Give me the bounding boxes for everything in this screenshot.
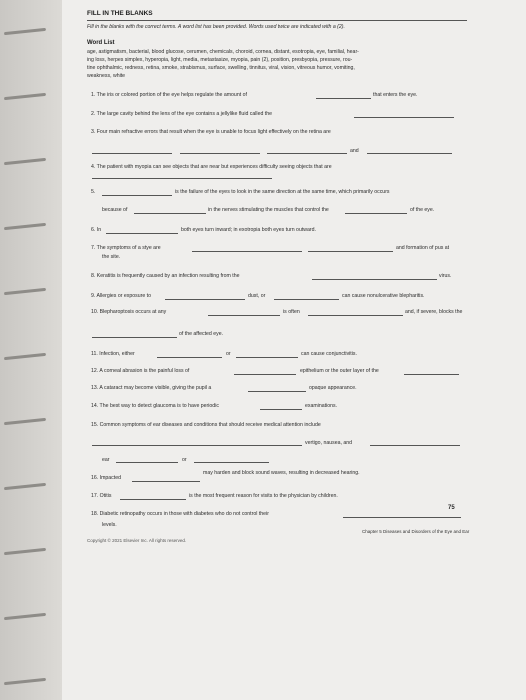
answer-blank: [208, 315, 280, 316]
question-16-text: 16. Impacted: [91, 475, 121, 481]
answer-blank: [367, 153, 452, 154]
answer-blank: [180, 153, 260, 154]
answer-blank: [234, 374, 296, 375]
answer-blank: [312, 279, 437, 280]
section-title: FILL IN THE BLANKS: [87, 10, 153, 17]
binder-ring: [4, 483, 46, 490]
answer-blank: [165, 299, 245, 300]
question-3-text: 3. Four main refractive errors that result when the eye is unable to focus light effectively on the retina are: [91, 129, 331, 135]
question-6-text: 6. In: [91, 227, 102, 233]
question-10-text: is often: [283, 309, 300, 315]
answer-blank: [354, 117, 454, 118]
page-number: 75: [448, 505, 455, 511]
question-17-text-end: is the most frequent reason for visits to the physician by children.: [189, 493, 338, 499]
answer-blank: [308, 315, 403, 316]
answer-blank: [157, 357, 222, 358]
question-12-text: epithelium or the outer layer of the: [300, 368, 379, 374]
question-15-text: or: [182, 457, 187, 463]
answer-blank: [92, 337, 177, 338]
word-list-line: age, astigmatism, bacterial, blood glucose, cerumen, chemicals, choroid, cornea, distant, esotropia, eye, familial, hear-: [87, 49, 359, 55]
question-5-text: because of: [102, 207, 128, 213]
answer-blank: [106, 233, 178, 234]
word-list-line: weakness, white: [87, 73, 126, 79]
question-11-text: 11. Infection, either: [91, 351, 135, 357]
word-list-line: ing loss, herpes simplex, hyperopia, light, media, metastasize, myopia, pain (2), position, presbyopia, pressure, rou-: [87, 57, 353, 63]
word-list-line: tine ophthalmic, redness, retina, smoke, strabismus, surface, swelling, tinnitus, viral, vision, vitreous humor, vomiting,: [87, 65, 355, 71]
answer-blank: [102, 195, 172, 196]
answer-blank: [236, 357, 298, 358]
question-7-text: and formation of pus at: [396, 245, 450, 251]
binder-ring: [4, 353, 46, 360]
answer-blank: [260, 409, 302, 410]
question-5-text-end: of the eye.: [410, 207, 435, 213]
question-10-text: 10. Blepharoptosis occurs at any: [91, 309, 167, 315]
question-9-text-end: can cause nonulcerative blepharitis.: [342, 293, 425, 299]
question-5-number: 5.: [91, 189, 96, 195]
question-10-text-end: of the affected eye.: [179, 331, 224, 337]
answer-blank: [267, 153, 347, 154]
question-1-text-end: that enters the eye.: [373, 92, 418, 98]
binder-ring: [4, 613, 46, 620]
answer-blank: [316, 98, 371, 99]
answer-blank: [345, 213, 407, 214]
binder-ring: [4, 28, 46, 35]
question-9-text: 9. Allergies or exposure to: [91, 293, 151, 299]
question-2-text: 2. The large cavity behind the lens of the eye contains a jellylike fluid called the: [91, 111, 272, 117]
answer-blank: [92, 153, 172, 154]
answer-blank: [120, 499, 186, 500]
binder-ring: [4, 678, 46, 685]
answer-blank: [192, 251, 302, 252]
binder-ring: [4, 288, 46, 295]
question-9-text: dust, or: [248, 293, 266, 299]
question-5-text: in the nerves stimulating the muscles that control the: [208, 207, 329, 213]
answer-blank: [134, 213, 206, 214]
answer-blank: [132, 481, 200, 482]
question-15-text: 15. Common symptoms of ear diseases and conditions that should receive medical attention include: [91, 422, 321, 428]
question-10-text: and, if severe, blocks the: [405, 309, 463, 315]
answer-blank: [308, 251, 393, 252]
question-6-text-end: both eyes turn inward; in exotropia both eyes turn outward.: [181, 227, 316, 233]
question-13-text-end: opaque appearance.: [309, 385, 357, 391]
question-8-text: 8. Keratitis is frequently caused by an infection resulting from the: [91, 273, 240, 279]
answer-blank: [116, 462, 178, 463]
question-18-text: 18. Diabetic retinopathy occurs in those with diabetes who do not control their: [91, 511, 269, 517]
answer-blank: [248, 391, 306, 392]
answer-blank: [370, 445, 460, 446]
question-7-text: 7. The symptoms of a stye are: [91, 245, 161, 251]
question-1-text: 1. The iris or colored portion of the eye helps regulate the amount of: [91, 92, 247, 98]
answer-blank: [92, 178, 272, 179]
question-17-text: 17. Otitis: [91, 493, 112, 499]
question-8-text-end: virus.: [439, 273, 452, 279]
question-7-text-end: the site.: [102, 254, 121, 260]
answer-blank: [404, 374, 459, 375]
answer-blank: [274, 299, 339, 300]
binder-ring: [4, 93, 46, 100]
question-14-text: 14. The best way to detect glaucoma is to have periodic: [91, 403, 219, 409]
answer-blank: [92, 445, 302, 446]
question-16-text-end: may harden and block sound waves, resulting in decreased hearing.: [203, 470, 360, 476]
answer-blank: [343, 517, 461, 518]
question-4-text: 4. The patient with myopia can see objects that are near but experiences difficulty seeing objects that are: [91, 164, 332, 170]
copyright: Copyright © 2021 Elsevier Inc. All rights reserved.: [87, 538, 187, 543]
question-5-text: is the failure of the eyes to look in the same direction at the same time, which primarily occurs: [175, 189, 390, 195]
binder-ring: [4, 548, 46, 555]
question-11-text: or: [226, 351, 231, 357]
question-18-text-end: levels.: [102, 522, 117, 528]
question-12-text: 12. A corneal abrasion is the painful loss of: [91, 368, 190, 374]
question-13-text: 13. A cataract may become visible, giving the pupil a: [91, 385, 212, 391]
question-15-text: ear: [102, 457, 110, 463]
question-15-text: vertigo, nausea, and: [305, 440, 353, 446]
workbook-page: [62, 0, 526, 700]
binder-ring: [4, 223, 46, 230]
word-list-title: Word List: [87, 40, 115, 46]
binder-ring: [4, 158, 46, 165]
question-14-text-end: examinations.: [305, 403, 338, 409]
binder-ring: [4, 418, 46, 425]
answer-blank: [194, 462, 269, 463]
question-3-and: and: [350, 148, 359, 154]
title-rule: [87, 20, 467, 21]
question-11-text-end: can cause conjunctivitis.: [301, 351, 357, 357]
chapter-footer: Chapter 5 Diseases and Disorders of the Eye and Ear: [362, 529, 470, 534]
instructions: Fill in the blanks with the correct terms. A word list has been provided. Words used twice are indicated with a (2).: [87, 24, 345, 30]
